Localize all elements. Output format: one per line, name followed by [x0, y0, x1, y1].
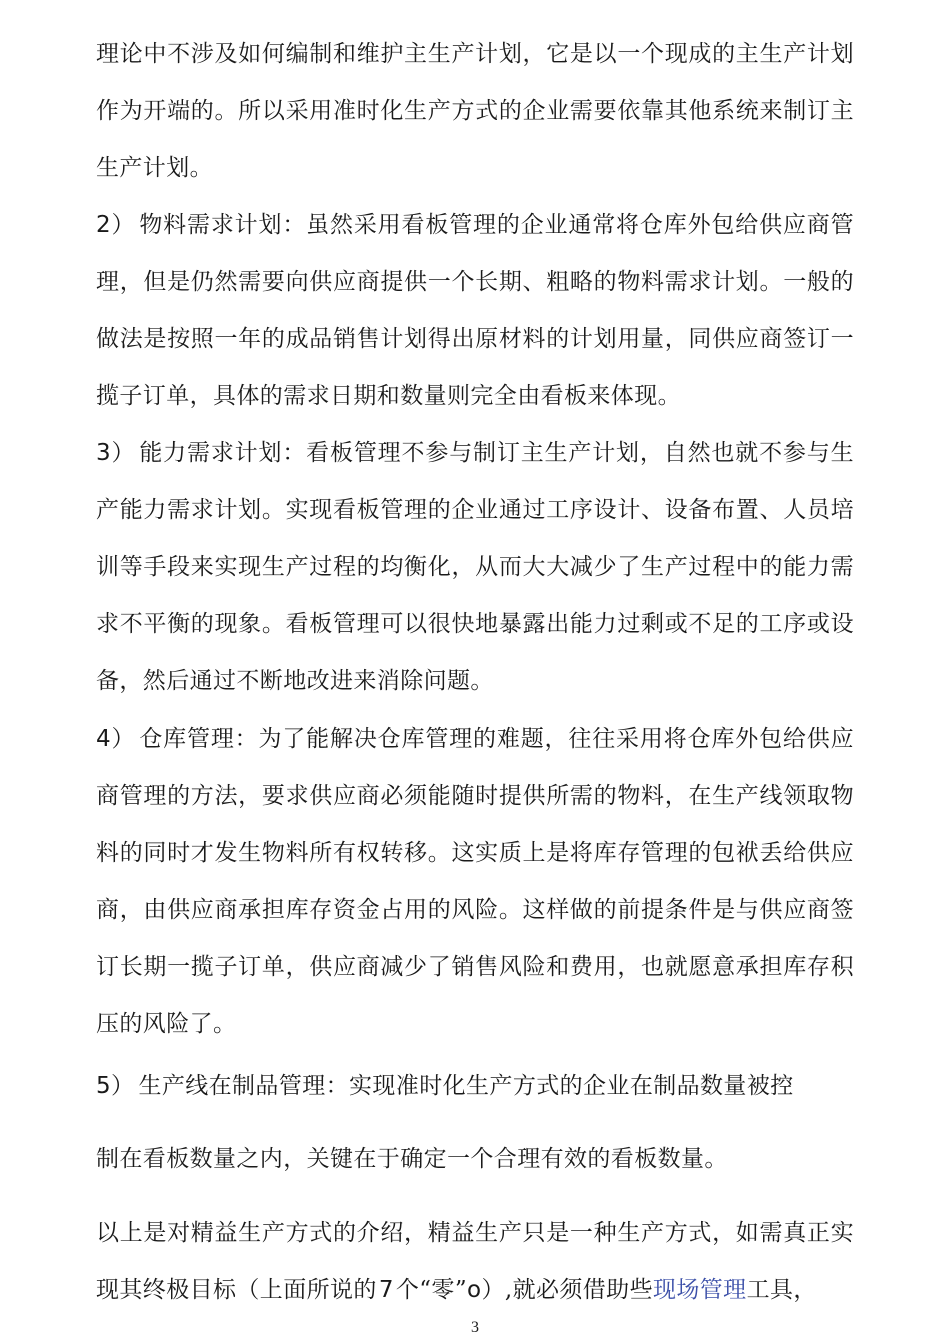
conclusion-text-after: ,就必须借助些 — [504, 1277, 653, 1303]
conclusion-text-mid: 个“零” — [395, 1277, 467, 1303]
item-number: 2） — [96, 212, 136, 238]
page-number: 3 — [471, 1319, 479, 1336]
item-number: 4） — [96, 726, 136, 752]
conclusion-text-end: 工具， — [746, 1277, 817, 1303]
list-item-capacity-requirements — [96, 425, 854, 710]
item-text: 仓库管理：为了能解决仓库管理的难题，往往采用将仓库外包给供应商管理的方法，要求供应商必须能随时提供所需的物料，在生产线领取物料的同时才发生物料所有权转移。这实质上是将库存管理的包袱丢给供应商，由供应商承担库存资金占用的风险。这样做的前提条件是与供应商签订长期一揽子订单，供应商减少了销售风险和费用，也就愿意承担库存积压的风险了。 — [96, 726, 854, 1037]
paragraph-text: 理论中不涉及如何编制和维护主生产计划，它是以一个现成的主生产计划作为开端的。所以采用准时化生产方式的企业需要依靠其他系统来制订主生产计划。 — [96, 41, 854, 181]
list-item-material-requirements — [96, 197, 854, 425]
list-item-warehouse-management — [96, 711, 854, 1053]
conclusion-text: 以上是对精益生产方式的介绍，精益生产只是一种生产方式，如需真正实现其终极目标（上面所说的 — [96, 1220, 854, 1303]
item-text: 生产线在制品管理：实现准时化生产方式的企业在制品数量被控 — [138, 1073, 794, 1099]
item-text: 物料需求计划：虽然采用看板管理的企业通常将仓库外包给供应商管理，但是仍然需要向供应商提供一个长期、粗略的物料需求计划。一般的做法是按照一年的成品销售计划得出原材料的计划用量，同供应商签订一揽子订单，具体的需求日期和数量则完全由看板来体现。 — [96, 212, 854, 409]
paragraph-continuation — [96, 26, 854, 197]
conclusion-paren: o） — [466, 1277, 505, 1303]
link-onsite-management[interactable]: 现场管理 — [652, 1277, 747, 1303]
conclusion-number: 7 — [378, 1277, 394, 1303]
list-item-wip-management — [96, 1058, 854, 1115]
paragraph-conclusion — [96, 1205, 854, 1319]
item-number: 3） — [96, 440, 136, 466]
item-number: 5） — [96, 1073, 135, 1099]
item-text: 能力需求计划：看板管理不参与制订主生产计划，自然也就不参与生产能力需求计划。实现看板管理的企业通过工序设计、设备布置、人员培训等手段来实现生产过程的均衡化，从而大大减少了生产过程中的能力需求不平衡的现象。看板管理可以很快地暴露出能力过剩或不足的工序或设备，然后通过不断地改进来消除问题。 — [96, 440, 854, 694]
paragraph-wip-continuation — [96, 1131, 854, 1188]
paragraph-text: 制在看板数量之内，关键在于确定一个合理有效的看板数量。 — [96, 1146, 728, 1172]
